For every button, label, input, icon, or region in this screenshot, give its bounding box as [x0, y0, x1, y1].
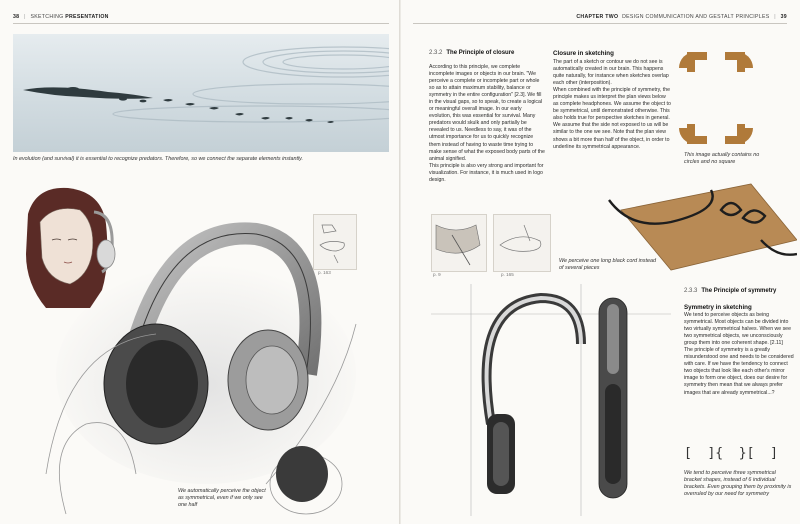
closure-paragraph: This principle is also very strong and important for visualization. For instance, it is much used in logo design.	[429, 162, 544, 183]
closure-section-number: 2.3.2	[429, 50, 443, 56]
left-header-rule	[13, 23, 389, 24]
chapter-title: DESIGN COMMUNICATION AND GESTALT PRINCIPLES	[622, 14, 770, 20]
crocodile-photo	[13, 34, 389, 152]
illusory-shape-caption: This image actually contains no circles and no square	[684, 152, 760, 165]
woman-portrait-sketch	[26, 188, 115, 308]
cord-caption: We perceive one long black cord instead of several pieces	[559, 258, 656, 271]
left-running-head: 38 | SKETCHING PRESENTATION	[13, 14, 109, 20]
symmetry-section-heading	[684, 288, 776, 294]
closure-sketching-paragraph: The part of a sketch or contour we do not see is automatically created in our brain. This happens quite naturally, for instance when sketches overlap each other (interposition).	[553, 59, 669, 87]
symmetry-paragraph: We tend to perceive objects as being symmetrical. Most objects can be divided into two virtually symmetrical halves. When we see two symmetrical objects, we unconsciously group them into one coherent shape. [2.11]	[684, 312, 791, 347]
page-ref-163: p. 163	[318, 270, 331, 275]
left-page	[0, 0, 399, 524]
thumbnail-sketch-9	[431, 214, 487, 272]
left-page-number: 38	[13, 14, 20, 20]
left-section-label: SKETCHING	[30, 14, 64, 20]
thumbnail-sketch-165	[493, 214, 551, 272]
bracket-symbols: [ ]{ }[ ]	[684, 446, 778, 461]
crocodile-caption: In evolution (and survival) it is essential to recognize predators. Therefore, so we connect the separate elements instantly.	[13, 156, 303, 162]
closure-section-heading	[429, 50, 514, 56]
page-ref-165: p. 165	[501, 272, 514, 277]
brackets-caption: We tend to perceive three symmetrical bracket shapes, instead of 6 individual brackets. Even grouping them by proximity is overruled by our need for symmetry	[684, 470, 792, 497]
symmetry-section-number: 2.3.3	[684, 288, 698, 294]
right-header-rule	[413, 23, 787, 24]
symmetry-paragraph: The principle of symmetry is a greatly misunderstood one and needs to be considered with care. If we have the tendency to connect two objects that look like each other's mirror image to form one object, does our desire for symmetry then mean that we always prefer images that are already symmetrical...?	[684, 347, 794, 396]
closure-section-title: The Principle of closure	[446, 50, 515, 56]
closure-sketching-paragraph: When combined with the principle of symmetry, the principle makes us interpret the plan views below as complete headphones. We assume the object to be symmetrical, until demonstrated otherwise. This also holds true for perspective sketches in general. We assume that the side not exposed to us will be similar to the one we see. Note that the plan view shows a bit more than half of the object, in order to underline its symmetrical appearance.	[553, 87, 671, 150]
illusory-square-figure	[677, 48, 755, 148]
symmetry-section-title: The Principle of symmetry	[701, 288, 777, 294]
closure-sketching-body	[553, 59, 671, 151]
closure-section-body	[429, 64, 545, 184]
headphone-plan-view-sketch	[431, 284, 671, 516]
right-page	[401, 0, 800, 524]
left-section-bold: PRESENTATION	[65, 14, 109, 20]
page-ref-9: p. 9	[433, 272, 441, 277]
chapter-label: CHAPTER TWO	[576, 14, 619, 20]
symmetry-sketching-heading: Symmetry in sketching	[684, 304, 752, 311]
thumbnail-sketch-163	[313, 214, 357, 270]
closure-paragraph: According to this principle, we complete incomplete images or objects in our brain. "We perceive a complete or incomplete part or whole so as to attain maximum stability, balance or symmetry in the entire configuration" [2.3]. We fill in the visual gaps, so to speak, to create a logical or meaningful overall image. In our early evolution, this was essential for survival. Many predators would skulk and only partially be revealed to us. Needless to say, it was of the utmost importance for us to quickly recognize them instead of having to waste time trying to make sense of what the exposed body parts of the animal signified.	[429, 64, 545, 162]
right-page-number: 39	[780, 14, 787, 20]
symmetry-perception-caption: We automatically perceive the object as symmetrical, even if we only see one half	[178, 488, 266, 508]
symmetry-sketching-body	[684, 312, 794, 397]
closure-sketching-heading: Closure in sketching	[553, 50, 614, 57]
right-running-head: CHAPTER TWO DESIGN COMMUNICATION AND GESTALT PRINCIPLES | 39	[576, 14, 787, 20]
